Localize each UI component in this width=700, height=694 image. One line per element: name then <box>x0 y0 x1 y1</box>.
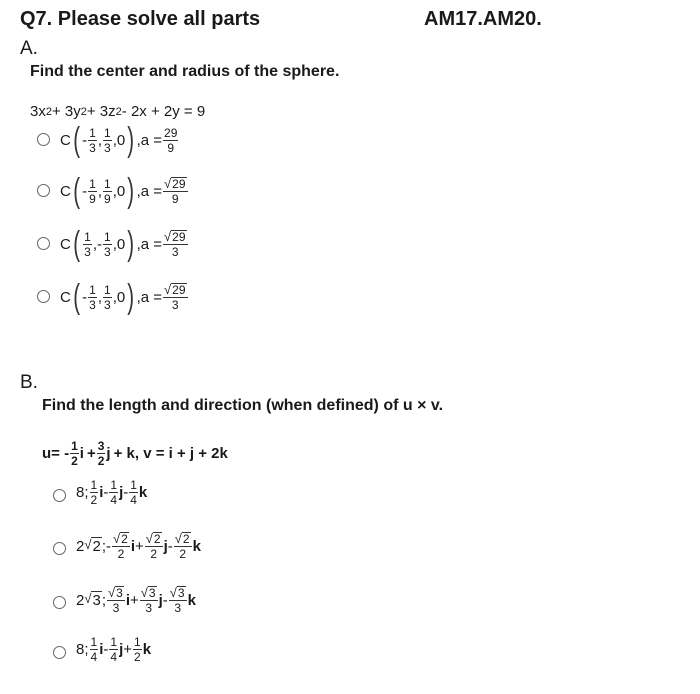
fraction: √ 2 2 <box>113 531 128 561</box>
radio-option-b1[interactable] <box>53 489 66 502</box>
fraction: $\frac{1}{4}$ <box>110 635 118 664</box>
radio-option-b4[interactable] <box>53 646 66 659</box>
fraction: $\frac{1}{9}$ <box>104 176 111 206</box>
fraction: $\frac{1}{3}$ <box>89 125 96 155</box>
fraction: √ 29 9 <box>164 176 186 206</box>
option-a4: C ( - $\frac{1}{3}$ , $\frac{1}{3}$ , 0 ) , a = √ 29 3 <box>60 278 186 316</box>
radio-option-b3[interactable] <box>53 596 66 609</box>
part-b-label: B. <box>20 372 38 393</box>
part-a-instruction: Find the center and radius of the sphere. <box>30 63 340 80</box>
fraction: $\frac{1}{3}$ <box>104 282 111 312</box>
fraction: $\frac{1}{2}$ <box>134 635 141 664</box>
question-title: Q7. Please solve all parts <box>20 8 261 30</box>
radio-option-a3[interactable] <box>37 237 50 250</box>
fraction: √ 2 2 <box>145 531 161 561</box>
fraction: $\frac{1}{3}$ <box>84 229 91 259</box>
option-a1: C ( - $\frac{1}{3}$ , $\frac{1}{3}$ , 0 ) , a = $\frac{29}{9}$ <box>60 121 178 159</box>
radio-option-a2[interactable] <box>37 184 50 197</box>
fraction: √ 29 3 <box>164 229 186 259</box>
fraction: $\frac{1}{9}$ <box>89 176 96 206</box>
sphere-equation: 3x 2 + 3y 2 + 3z 2 - 2x + 2y = 9 <box>30 103 206 120</box>
fraction: $\frac{1}{3}$ <box>89 282 96 312</box>
fraction: $\frac{1}{4}$ <box>110 478 118 507</box>
option-b4: 8; $\frac{1}{4}$ i - $\frac{1}{4}$ j + $\frac{1}{2}$ k <box>76 635 152 664</box>
fraction: $\frac{29}{9}$ <box>164 125 178 155</box>
fraction: √ 2 2 <box>174 531 190 561</box>
fraction: $\frac{1}{3}$ <box>104 125 111 155</box>
fraction: √ 29 3 <box>164 282 186 312</box>
option-a3: C ( $\frac{1}{3}$ , - $\frac{1}{3}$ , 0 ) , a = √ 29 3 <box>60 225 186 263</box>
fraction: $\frac{1}{2}$ <box>90 478 98 507</box>
option-b2: 2 √ 2 ; - √ 2 2 i + √ 2 2 j - √ 2 2 k <box>76 531 201 561</box>
part-a-label: A. <box>20 38 38 59</box>
fraction: $\frac{1}{4}$ <box>130 478 137 507</box>
option-b1: 8; $\frac{1}{2}$ i - $\frac{1}{4}$ j - $\frac{1}{4}$ k <box>76 478 148 507</box>
option-a2: C ( - $\frac{1}{9}$ , $\frac{1}{9}$ , 0 ) , a = √ 29 9 <box>60 172 186 210</box>
fraction: $\frac{1}{3}$ <box>104 229 111 259</box>
fraction: √ 3 3 <box>108 585 123 615</box>
radio-option-b2[interactable] <box>53 542 66 555</box>
part-b-instruction: Find the length and direction (when defined) of u × v. <box>42 397 444 414</box>
radio-option-a4[interactable] <box>37 290 50 303</box>
fraction: √ 3 3 <box>169 585 185 615</box>
option-b3: 2 √ 3 ; √ 3 3 i + √ 3 3 j - √ 3 3 k <box>76 585 196 615</box>
fraction: $\frac{1}{4}$ <box>90 635 98 664</box>
fraction: √ 3 3 <box>140 585 156 615</box>
vector-definitions: u = - $\frac{1}{2}$ i + $\frac{3}{2}$ j + k, v = i + j + 2k <box>42 439 228 468</box>
radio-option-a1[interactable] <box>37 133 50 146</box>
question-code: AM17.AM20. <box>424 8 542 30</box>
